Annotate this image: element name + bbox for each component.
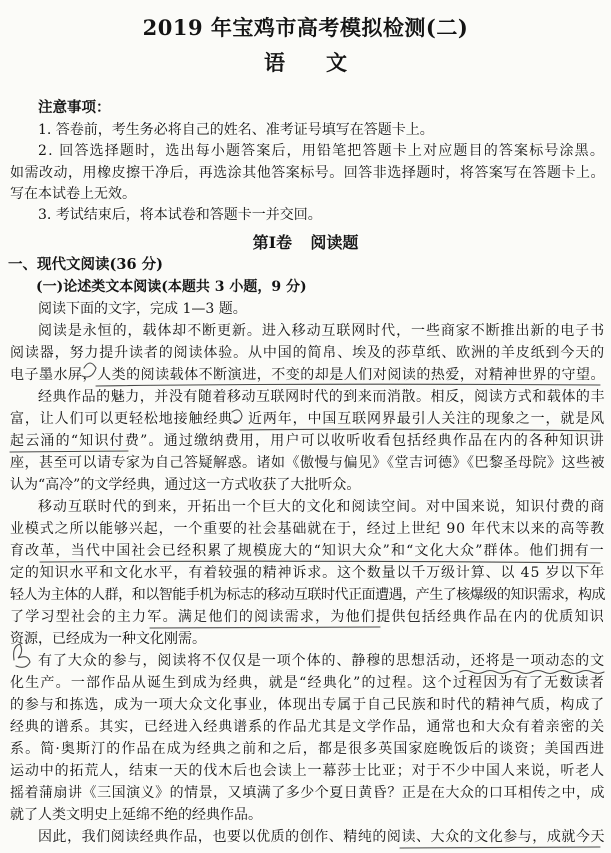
passage-text: 了学习型社会的主力军。满足他们的阅读需求，为他们提供包括经典作品在内的优质知识: [10, 609, 605, 625]
notice-line: [10, 184, 605, 204]
notice-text: 3. 考试结束后，将本试卷和答题卡一并交回。: [38, 207, 322, 223]
passage-line: [10, 475, 605, 495]
passage-text: 运动中的拓荒人，结束一天的伐木后也会读上一幕莎士比亚；对于不少中国人来说，听老人: [10, 763, 605, 779]
passage-text: 化生产。一部作品从诞生到成为经典，就是“经典化”的过程。这个过程因为有了无数读者: [10, 675, 605, 691]
notice-line: [38, 120, 605, 140]
reading-instruction: 阅读下面的文字，完成 1—3 题。: [38, 301, 247, 317]
passage-line: [10, 409, 605, 429]
passage-text: 阅读是永恒的，载体却不断更新。进入移动互联网时代，一些商家不断推出新的电子书: [38, 323, 605, 339]
handwritten-underline: [400, 847, 600, 848]
passage-line: [38, 497, 605, 517]
passage-text: 摇着蒲扇讲《三国演义》的情景，又填满了多少个夏日黄昏？正是在大众的口耳相传之中，成: [10, 785, 605, 801]
passage-text: 移动互联时代的到来，开拓出一个巨大的文化和阅读空间。对中国来说，知识付费的商: [38, 499, 605, 515]
passage-line: [10, 629, 605, 649]
passage-text: 育改革，当代中国社会已经积累了规模庞大的“知识大众”和“文化大众”群体。他们拥有一: [10, 543, 605, 559]
passage-text: 阅读器，努力提升读者的阅读体验。从中国的简帛、埃及的莎草纸、欧洲的羊皮纸到今天的: [10, 345, 605, 361]
passage-line: [10, 783, 605, 803]
passage-line: [10, 761, 605, 781]
passage-text: 轻人为主体的人群，和以智能手机为标志的移动互联时代正面遭遇，产生了核爆级的知识需求，构成: [10, 587, 605, 603]
passage-text: 富，让人们可以更轻松地接触经典。近两年，中国互联网界最引人关注的现象之一，就是风: [10, 411, 605, 427]
passage-text: 经典的谱系。其实，已经进入经典谱系的作品尤其是文学作品，通常也和大众有着亲密的关: [10, 719, 605, 735]
passage-text: 因此，我们阅读经典作品，也要以优质的创作、精纯的阅读、大众的文化参与，成就今天: [38, 829, 605, 845]
notice-text: 1. 答卷前，考生务必将自己的姓名、准考证号填写在答题卡上。: [38, 122, 434, 138]
passage-text: 就了人类文明史上延绵不绝的经典作品。: [10, 807, 262, 823]
passage-line: [10, 541, 605, 561]
passage-line: [10, 585, 605, 605]
passage-line: [10, 431, 605, 451]
part-subheading: (一)论述类文本阅读(本题共 3 小题，9 分): [36, 279, 307, 295]
passage-text: 的参与和拣选，成为一项大众文化事业，体现出专属于自己民族和时代的精神气质，构成了: [10, 697, 605, 713]
notice-heading: 注意事项：: [38, 99, 111, 116]
passage-line: [10, 805, 605, 825]
passage-text: 起云涌的“知识付费”。通过缴纳费用，用户可以收听收看包括经典作品在内的各种知识讲: [10, 433, 605, 449]
passage-line: [10, 365, 605, 385]
passage-text: 系。简·奥斯汀的作品在成为经典之前和之后，都是很多英国家庭晚饭后的谈资；美国西进: [10, 741, 605, 757]
passage-line: [10, 673, 605, 693]
passage-text: 经典作品的魅力，并没有随着移动互联网时代的到来而消散。相反，阅读方式和载体的丰: [38, 389, 605, 405]
notice-line: [38, 141, 605, 161]
passage-text: 定的知识水平和文化水平，有着较强的精神诉求。这个数量以千万级计算、以 45 岁以下年: [10, 565, 605, 581]
passage-text: 电子墨水屏，人类的阅读载体不断演进，不变的却是人们对阅读的热爱，对精神世界的守望。: [10, 367, 605, 383]
passage-text: 认为“高冷”的文学经典，通过这一方式收获了大批听众。: [10, 477, 361, 493]
passage-line: [38, 827, 605, 847]
passage-line: [10, 739, 605, 759]
passage-line: [10, 695, 605, 715]
passage-line: [38, 321, 605, 341]
passage-text: 座，甚至可以请专家为自己答疑解惑。诸如《傲慢与偏见》《堂吉诃德》《巴黎圣母院》这些被: [10, 455, 605, 471]
subject-title: 语 文: [264, 50, 347, 75]
passage-line: [10, 717, 605, 737]
section-title: 第Ⅰ卷 阅读题: [252, 233, 359, 252]
passage-line: [10, 519, 605, 539]
exam-title: 2019 年宝鸡市高考模拟检测(二): [142, 15, 469, 40]
notice-text: 2. 回答选择题时，选出每小题答案后，用铅笔把答题卡上对应题目的答案标号涂黑。: [38, 143, 605, 159]
passage-text: 资源，已经成为一种文化刚需。: [10, 631, 206, 647]
passage-text: 有了大众的参与，阅读将不仅仅是一项个体的、静穆的思想活动，还将是一项动态的文: [38, 653, 605, 669]
passage-text: 业模式之所以能够兴起，一个重要的社会基础就在于，经过上世纪 90 年代末以来的高等教: [10, 521, 605, 537]
passage-line: [10, 343, 605, 363]
passage-line: [10, 453, 605, 473]
notice-line: [10, 163, 605, 183]
passage-line: [38, 651, 605, 671]
handwritten-underline: [10, 451, 128, 452]
notice-text: 写在本试卷上无效。: [10, 186, 136, 202]
notice-text: 如需改动，用橡皮擦干净后，再选涂其他答案标号。回答非选择题时，将答案写在答题卡上。: [10, 165, 605, 181]
passage-line: [38, 387, 605, 407]
passage-line: [10, 607, 605, 627]
passage-line: [10, 563, 605, 583]
handwritten-underline: [150, 627, 380, 628]
notice-line: [38, 205, 605, 225]
part-heading: 一、现代文阅读(36 分): [8, 256, 163, 273]
